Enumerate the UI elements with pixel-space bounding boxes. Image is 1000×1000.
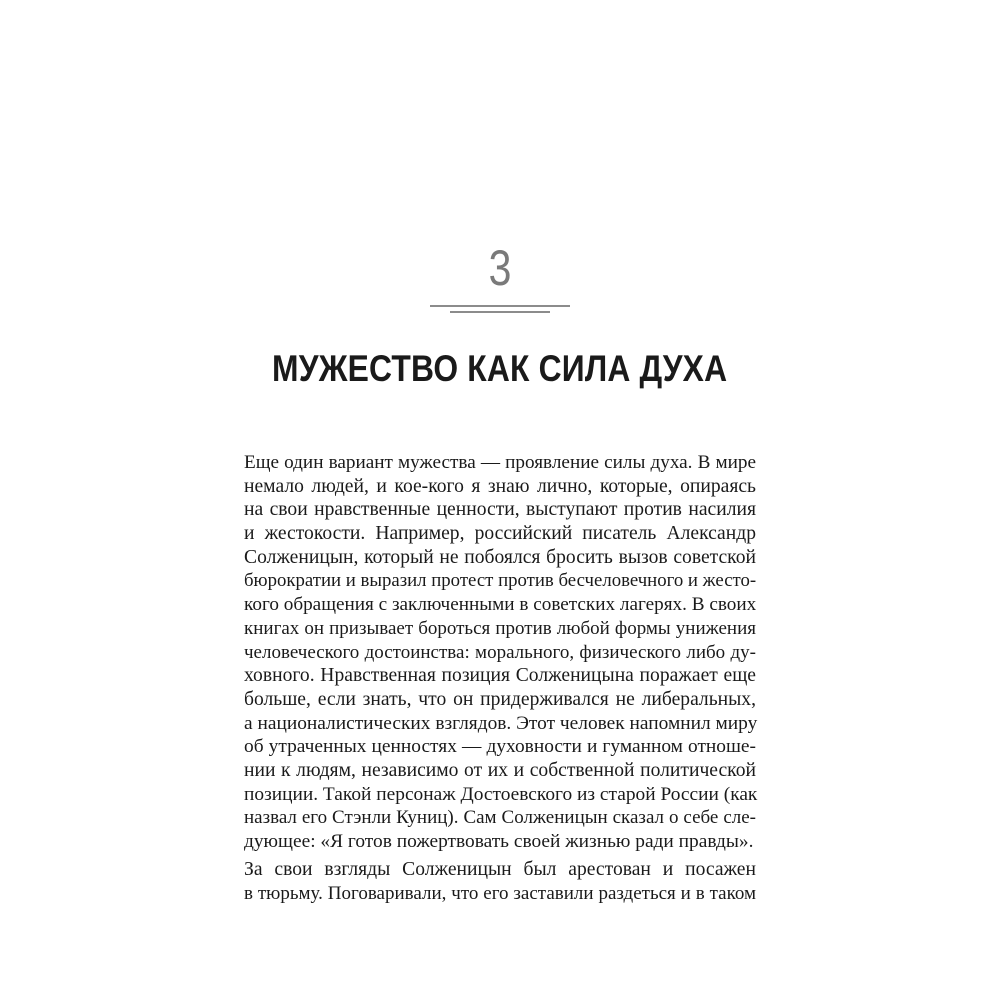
text-line: на свои нравственные ценности, выступают против насилия xyxy=(244,499,756,521)
text-line: немало людей, и кое-кого я знаю лично, которые, опираясь xyxy=(244,475,756,497)
text-line: Солженицын, который не побоялся бросить вызов советской xyxy=(244,546,756,568)
text-line: бюрократии и выразил протест против бесчеловечного и жесто- xyxy=(244,570,757,592)
chapter-rule-short xyxy=(450,311,550,313)
paragraph-2 xyxy=(244,858,756,905)
text-line: в тюрьму. Поговаривали, что его заставили раздеться и в таком xyxy=(244,882,756,904)
text-line: кого обращения с заключенными в советских лагерях. В своих xyxy=(244,594,757,616)
text-line: об утраченных ценностях — духовности и гуманном отноше- xyxy=(244,736,756,758)
chapter-rule-long xyxy=(430,305,570,307)
text-line: нии к людям, независимо от их и собственной политической xyxy=(244,759,756,781)
text-line: дующее: «Я готов пожертвовать своей жизнью ради правды». xyxy=(244,831,754,852)
chapter-number: 3 xyxy=(488,240,512,296)
text-line: За свои взгляды Солженицын был арестован и посажен xyxy=(244,859,756,880)
text-line: позиции. Такой персонаж Достоевского из старой России (как xyxy=(244,783,758,805)
text-line: Еще один вариант мужества — проявление силы духа. В мире xyxy=(244,452,756,473)
chapter-title xyxy=(0,346,1000,392)
text-line: книгах он призывает бороться против любой формы унижения xyxy=(244,617,756,639)
text-line: назвал его Стэнли Куниц). Сам Солженицын сказал о себе сле- xyxy=(244,807,756,829)
chapter-title-text: МУЖЕСТВО КАК СИЛА ДУХА xyxy=(272,348,728,389)
text-line: а националистических взглядов. Этот человек напомнил миру xyxy=(244,712,758,734)
text-line: больше, если знать, что он придерживался не либеральных, xyxy=(244,688,756,710)
paragraph-1 xyxy=(244,451,756,854)
text-line: и жестокости. Например, российский писатель Александр xyxy=(244,523,756,545)
text-line: человеческого достоинства: морального, физического либо ду- xyxy=(244,641,756,663)
text-line: ховного. Нравственная позиция Солженицына поражает еще xyxy=(244,665,756,687)
